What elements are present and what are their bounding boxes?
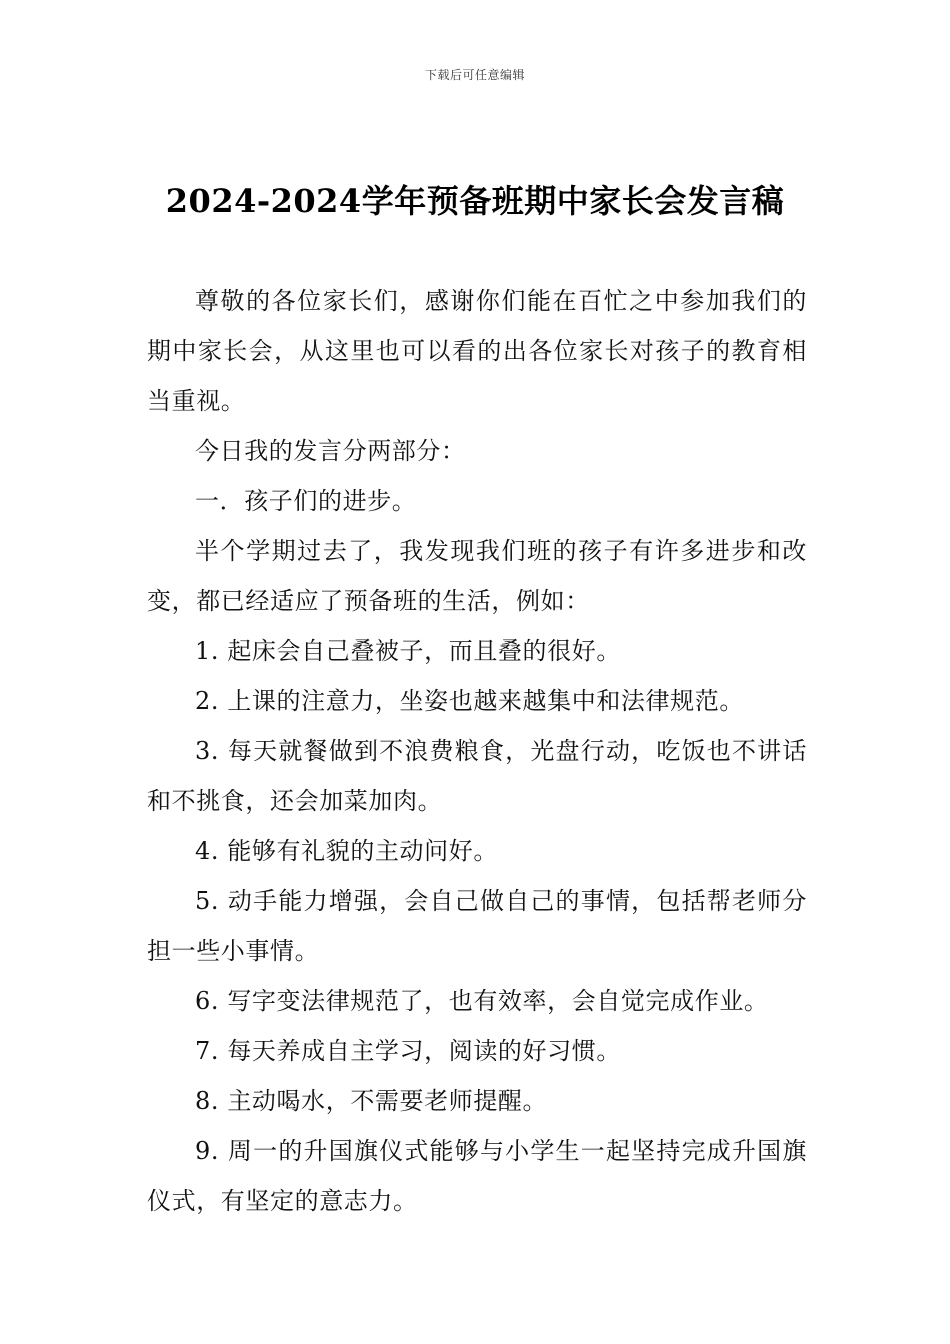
list-item: 8. 主动喝水，不需要老师提醒。 bbox=[195, 1087, 548, 1115]
paragraph-greeting: 尊敬的各位家长们，感谢你们能在百忙之中参加我们的期中家长会，从这里也可以看的出各位家长对孩子的教育相当重视。 bbox=[147, 287, 807, 415]
list-item: 5. 动手能力增强，会自己做自己的事情，包括帮老师分担一些小事情。 bbox=[147, 887, 807, 965]
header-note: 下载后可任意编辑 bbox=[424, 68, 525, 82]
paragraph-intro: 今日我的发言分两部分： bbox=[195, 437, 466, 465]
list-item: 4. 能够有礼貌的主动问好。 bbox=[195, 837, 498, 865]
section-heading: 一．孩子们的进步。 bbox=[195, 487, 417, 515]
list-item: 1. 起床会自己叠被子，而且叠的很好。 bbox=[195, 637, 621, 665]
list-item: 3. 每天就餐做到不浪费粮食，光盘行动，吃饭也不讲话和不挑食，还会加菜加肉。 bbox=[147, 737, 807, 815]
paragraph-progress-summary: 半个学期过去了，我发现我们班的孩子有许多进步和改变，都已经适应了预备班的生活，例如： bbox=[147, 537, 807, 615]
list-item: 2. 上课的注意力，坐姿也越来越集中和法律规范。 bbox=[195, 687, 744, 715]
document-body bbox=[147, 276, 807, 1226]
list-item: 6. 写字变法律规范了，也有效率，会自觉完成作业。 bbox=[195, 987, 769, 1015]
list-item: 9. 周一的升国旗仪式能够与小学生一起坚持完成升国旗仪式，有坚定的意志力。 bbox=[147, 1137, 807, 1215]
document-title: 2024-2024学年预备班期中家长会发言稿 bbox=[165, 182, 785, 220]
list-item: 7. 每天养成自主学习，阅读的好习惯。 bbox=[195, 1037, 621, 1065]
